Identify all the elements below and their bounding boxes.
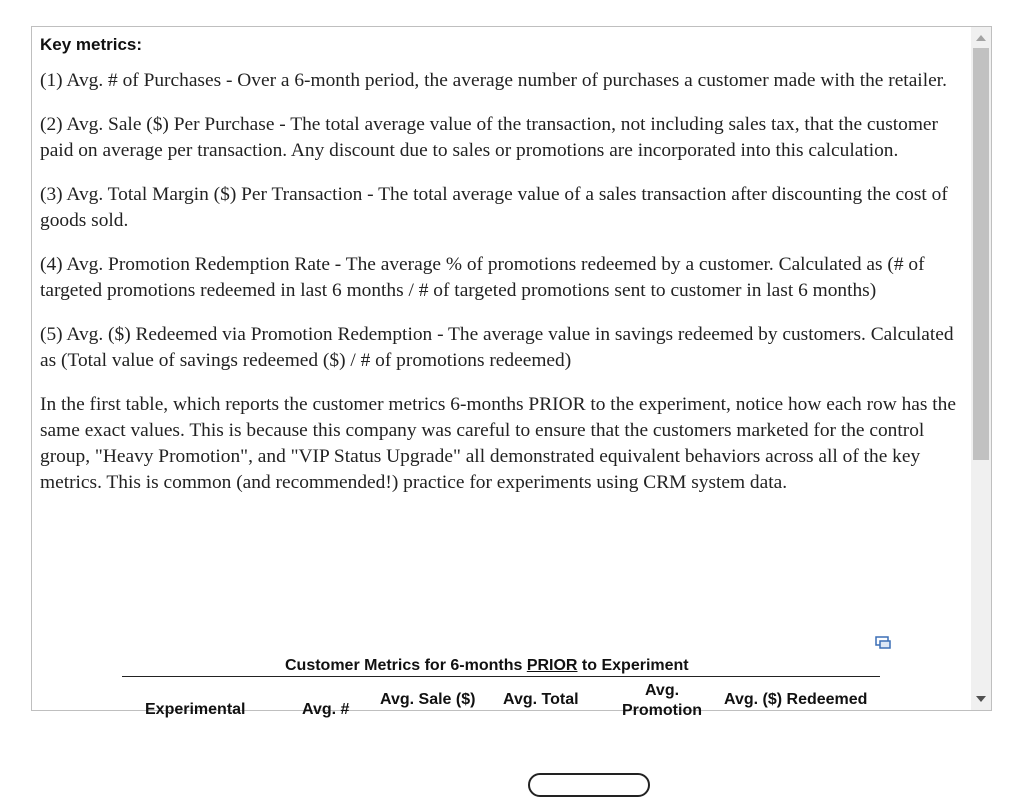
partially-visible-button[interactable]	[528, 773, 650, 797]
col-header-experimental: Experimental	[145, 701, 246, 718]
expand-table-icon[interactable]	[875, 636, 891, 650]
col-header-avg-sale: Avg. Sale ($)	[380, 691, 476, 708]
metric-definition-4: (4) Avg. Promotion Redemption Rate - The average % of promotions redeemed by a customer. Calculated as (# of targeted promotions redeemed in last 6 months / # of targeted promotions sent to customer in last 6 months)	[40, 254, 925, 301]
table-title: Customer Metrics for 6-months PRIOR to Experiment	[285, 657, 689, 674]
metric-definition-2: (2) Avg. Sale ($) Per Purchase - The total average value of the transaction, not including sales tax, that the customer paid on average per transaction. Any discount due to sales or promotions are incorporated into this calculation.	[40, 114, 938, 161]
col-header-avg-total: Avg. Total	[503, 691, 579, 708]
scroll-down-arrow-icon[interactable]	[971, 690, 991, 708]
vertical-scrollbar[interactable]	[971, 27, 991, 710]
key-metrics-heading: Key metrics:	[40, 35, 143, 54]
col-header-avg-purchases: Avg. #	[302, 701, 350, 718]
panel-content	[40, 27, 962, 719]
metric-definition-1: (1) Avg. # of Purchases - Over a 6-month period, the average number of purchases a customer made with the retailer.	[40, 70, 947, 91]
metric-definition-3: (3) Avg. Total Margin ($) Per Transaction - The total average value of a sales transaction after discounting the cost of goods sold.	[40, 184, 948, 231]
col-header-avg-redeemed: Avg. ($) Redeemed	[724, 691, 868, 708]
table-top-rule	[122, 676, 880, 677]
customer-metrics-table	[40, 653, 962, 719]
explanation-paragraph: In the first table, which reports the customer metrics 6-months PRIOR to the experiment, notice how each row has the same exact values. This is because this company was careful to ensure that the customers marketed for the control group, "Heavy Promotion", and "VIP Status Upgrade" all demonstrated equivalent behaviors across all of the key metrics. This is common (and recommended!) practice for experiments using CRM system data.	[40, 394, 956, 493]
scrollable-content-panel[interactable]	[31, 26, 992, 719]
col-header-avg-promotion: Avg. Promotion	[622, 682, 702, 719]
scroll-up-arrow-icon[interactable]	[971, 29, 991, 47]
table-title-emphasis: PRIOR	[526, 657, 578, 674]
scrollbar-thumb[interactable]	[973, 48, 989, 460]
metric-definition-5: (5) Avg. ($) Redeemed via Promotion Redemption - The average value in savings redeemed by customers. Calculated as (Total value of savings redeemed ($) / # of promotions redeemed)	[40, 324, 954, 371]
